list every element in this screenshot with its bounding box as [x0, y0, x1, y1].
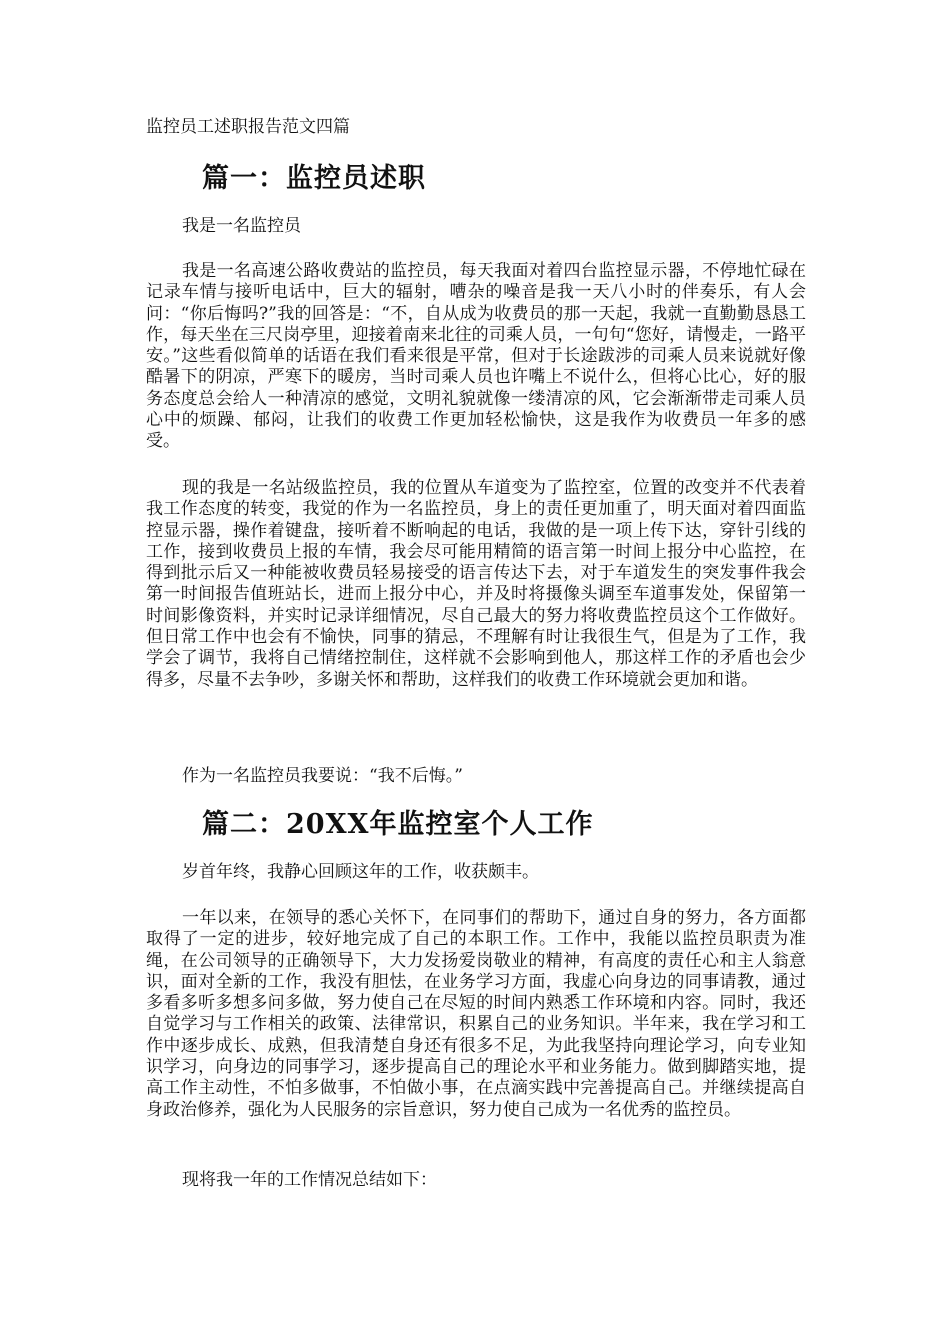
section-heading-1: 篇一：监控员述职: [202, 163, 426, 194]
paragraph: 岁首年终，我静心回顾这年的工作，收获颇丰。: [182, 862, 539, 882]
paragraph: 作为一名监控员我要说：“我不后悔。”: [182, 766, 463, 786]
paragraph: 我是一名监控员: [182, 216, 301, 236]
section-heading-2: 篇二：20XX年监控室个人工作: [202, 809, 594, 840]
paragraph: 我是一名高速公路收费站的监控员，每天我面对着四台监控显示器，不停地忙碌在记录车情与接听电话中，巨大的辐射，嘈杂的噪音是我一天八小时的伴奏乐，有人会问：“你后悔吗?”我的回答是：“不，自从成为收费员的那一天起，我就一直勤勤恳恳工作，每天坐在三尺岗亭里，迎接着南来北往的司乘人员，一句句“您好，请慢走，一路平安。”这些看似简单的话语在我们看来很是平常，但对于长途跋涉的司乘人员来说就好像酷暑下的阴凉，严寒下的暖房，当时司乘人员也许嘴上不说什么，但将心比心，好的服务态度总会给人一种清凉的感觉，文明礼貌就像一缕清凉的风，它会渐渐带走司乘人员心中的烦躁、郁闷，让我们的收费工作更加轻松愉快，这是我作为收费员一年多的感受。: [146, 261, 806, 452]
paragraph: 现将我一年的工作情况总结如下：: [182, 1170, 437, 1190]
document-title: 监控员工述职报告范文四篇: [146, 117, 350, 137]
paragraph: 现的我是一名站级监控员，我的位置从车道变为了监控室，位置的改变并不代表着我工作态度的转变，我觉的作为一名监控员，身上的责任更加重了，明天面对着四面监控显示器，操作着键盘，接听着不断响起的电话，我做的是一项上传下达，穿针引线的工作，接到收费员上报的车情，我会尽可能用精简的语言第一时间上报分中心监控，在得到批示后又一种能被收费员轻易接受的语言传达下去，对于车道发生的突发事件我会第一时间报告值班站长，进而上报分中心，并及时将摄像头调至车道事发处，保留第一时间影像资料，并实时记录详细情况，尽自己最大的努力将收费监控员这个工作做好。但日常工作中也会有不愉快，同事的猜忌，不理解有时让我很生气，但是为了工作，我学会了调节，我将自己情绪控制住，这样就不会影响到他人，那这样工作的矛盾也会少得多，尽量不去争吵，多谢关怀和帮助，这样我们的收费工作环境就会更加和谐。: [146, 478, 806, 690]
paragraph: 一年以来，在领导的悉心关怀下，在同事们的帮助下，通过自身的努力，各方面都取得了一定的进步，较好地完成了自己的本职工作。工作中，我能以监控员职责为准绳，在公司领导的正确领导下，大力发扬爱岗敬业的精神，有高度的责任心和主人翁意识，面对全新的工作，我没有胆怯，在业务学习方面，我虚心向身边的同事请教，通过多看多听多想多问多做，努力使自己在尽短的时间内熟悉工作环境和内容。同时，我还自觉学习与工作相关的政策、法律常识，积累自己的业务知识。半年来，我在学习和工作中逐步成长、成熟，但我清楚自身还有很多不足，为此我坚持向理论学习，向专业知识学习，向身边的同事学习，逐步提高自己的理论水平和业务能力。做到脚踏实地，提高工作主动性，不怕多做事，不怕做小事，在点滴实践中完善提高自己。并继续提高自身政治修养，强化为人民服务的宗旨意识，努力使自己成为一名优秀的监控员。: [146, 908, 806, 1120]
